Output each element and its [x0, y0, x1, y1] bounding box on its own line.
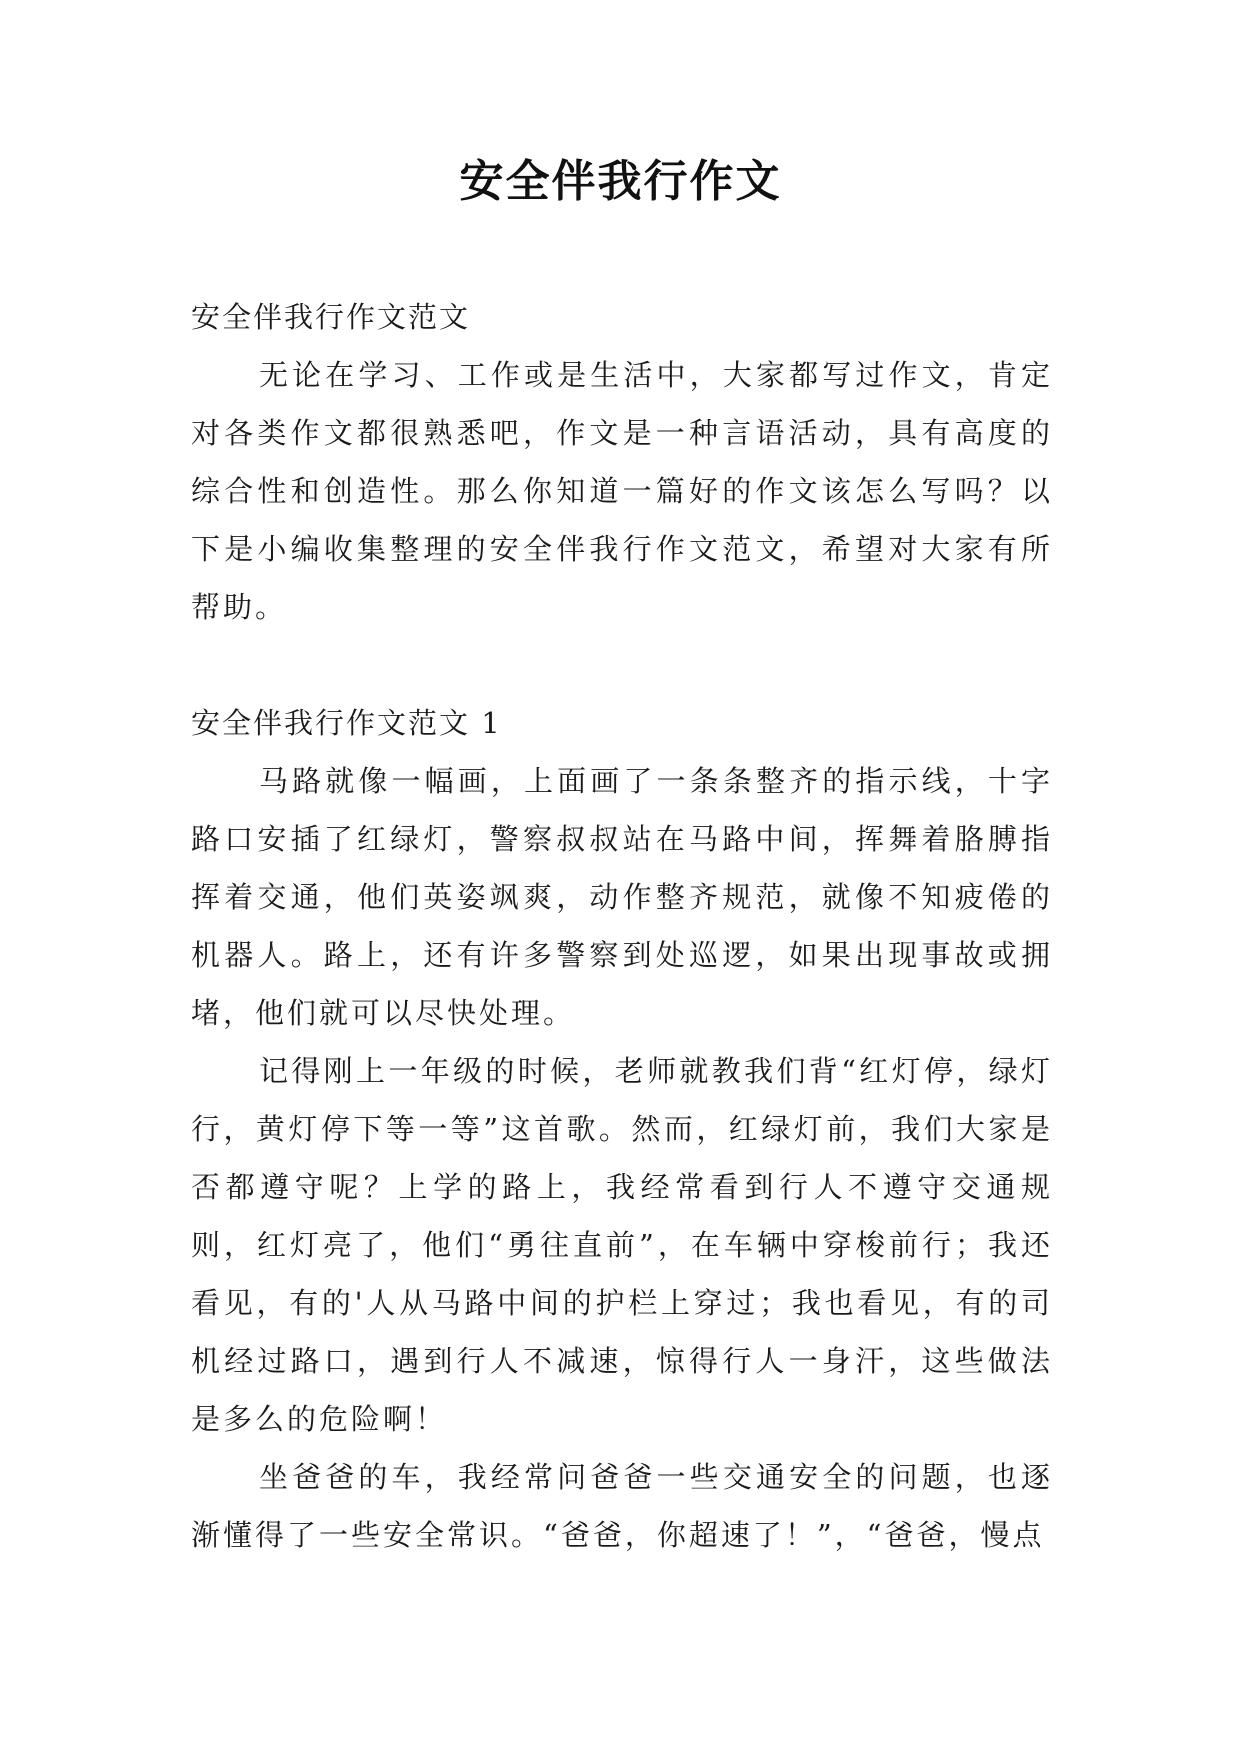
document-title: 安全伴我行作文: [459, 156, 782, 207]
section1-paragraph-1: 马路就像一幅画，上面画了一条条整齐的指示线，十字路口安插了红绿灯，警察叔叔站在马路中间，挥舞着胳膊指挥着交通，他们英姿飒爽，动作整齐规范，就像不知疲倦的机器人。路上，还有许多警察到处巡逻，如果出现事故或拥堵，他们就可以尽快处理。: [191, 764, 1053, 1030]
section1-heading: 安全伴我行作文范文 1: [191, 706, 502, 740]
section1-paragraph-3: 坐爸爸的车，我经常问爸爸一些交通安全的问题，也逐渐懂得了一些安全常识。“爸爸，你超速了！”，“爸爸，慢点: [191, 1460, 1053, 1552]
document-body: [191, 288, 1053, 1564]
intro-paragraph: 无论在学习、工作或是生活中，大家都写过作文，肯定对各类作文都很熟悉吧，作文是一种言语活动，具有高度的综合性和创造性。那么你知道一篇好的作文该怎么写吗？以下是小编收集整理的安全伴我行作文范文，希望对大家有所帮助。: [191, 358, 1053, 624]
intro-heading: 安全伴我行作文范文: [191, 300, 471, 334]
section1-paragraph-2: 记得刚上一年级的时候，老师就教我们背“红灯停，绿灯行，黄灯停下等一等”这首歌。然而，红绿灯前，我们大家是否都遵守呢？上学的路上，我经常看到行人不遵守交通规则，红灯亮了，他们“勇往直前”，在车辆中穿梭前行；我还看见，有的'人从马路中间的护栏上穿过；我也看见，有的司机经过路口，遇到行人不减速，惊得行人一身汗，这些做法是多么的危险啊！: [191, 1054, 1053, 1436]
section-spacer: [191, 636, 1053, 694]
